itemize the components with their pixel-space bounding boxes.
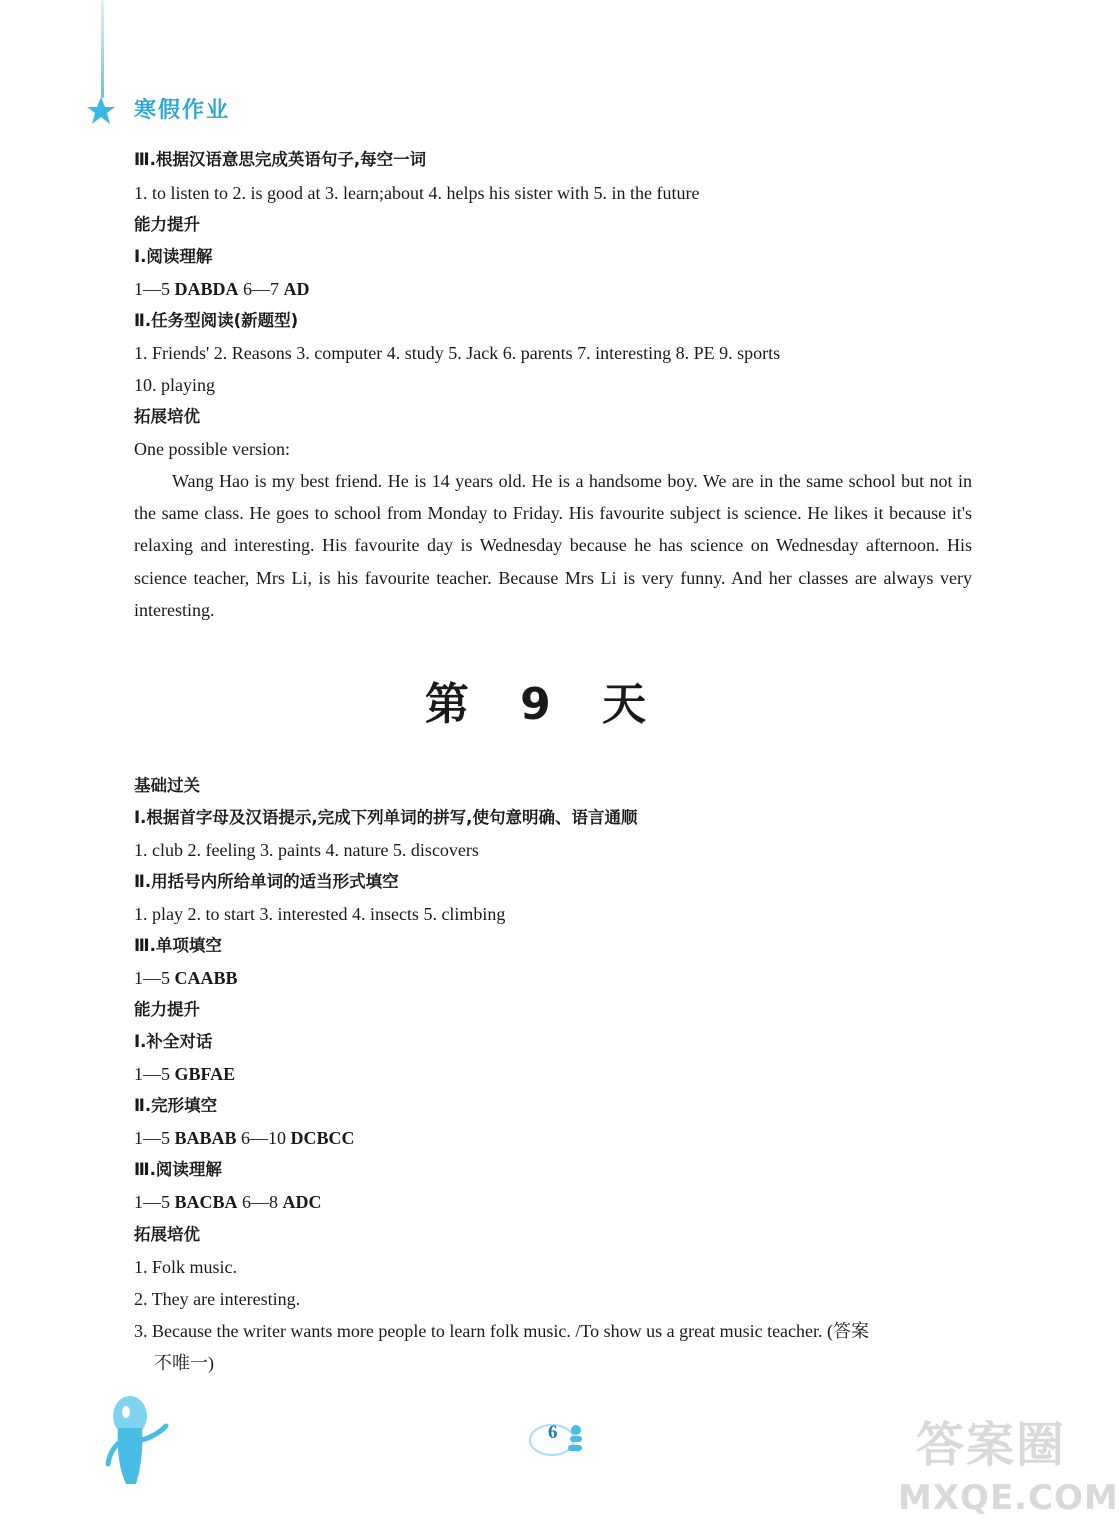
star-icon [86,96,116,126]
answer-range: 1—5 [134,1064,175,1084]
section-heading: 拓展培优 [134,407,200,426]
answer-range: 1—5 [134,968,175,988]
section-heading: 基础过关 [134,776,200,795]
header-divider [101,0,104,98]
section-heading: Ⅲ.单项填空 [134,936,222,955]
answer-range: 1—5 [134,1128,175,1148]
day-title: 第 9 天 [424,679,665,730]
section-heading: Ⅲ.阅读理解 [134,1160,222,1179]
answer-line: 1. Folk music. [134,1257,238,1277]
section-heading: Ⅱ.用括号内所给单词的适当形式填空 [134,872,399,891]
watermark-domain: MXQE.COM [898,1478,1119,1518]
answer-range: 1—5 [134,1192,175,1212]
answer-line: 10. playing [134,375,215,395]
section-heading: Ⅰ.根据首字母及汉语提示,完成下列单词的拼写,使句意明确、语言通顺 [134,808,638,827]
answer-line [134,962,238,994]
answer-line [134,1186,322,1218]
answer-key: ADC [282,1192,322,1212]
answer-key: AD [283,279,310,299]
version-label: One possible version: [134,439,290,459]
answer-key: CAABB [174,968,238,988]
section-heading: 拓展培优 [134,1225,200,1244]
section-heading: Ⅲ.根据汉语意思完成英语句子,每空一词 [134,150,427,169]
page-number: 6 [548,1422,558,1443]
section-heading: Ⅰ.阅读理解 [134,247,213,266]
section-heading: Ⅱ.任务型阅读(新题型) [134,311,299,330]
answer-key: DCBCC [290,1128,355,1148]
answer-line: 1. club 2. feeling 3. paints 4. nature 5. discovers [134,840,479,860]
answer-range: 1—5 [134,279,175,299]
header-title: 寒假作业 [134,98,231,123]
answer-line [134,1058,235,1090]
answer-key: GBFAE [174,1064,236,1084]
answer-line [134,1122,355,1154]
mascot-icon [100,1392,180,1492]
section-heading: 能力提升 [134,1000,200,1019]
section-heading: Ⅱ.完形填空 [134,1096,218,1115]
answer-range: 6—10 [236,1128,291,1148]
watermark-logo-text: 答案圈 [915,1417,1066,1473]
answer-line: 3. Because the writer wants more people to learn folk music. /To show us a great music teacher. (答案 [134,1321,870,1341]
answer-line: 1. to listen to 2. is good at 3. learn;about 4. helps his sister with 5. in the future [134,183,700,203]
answer-key: BACBA [174,1192,238,1212]
section-heading: 能力提升 [134,215,200,234]
answer-line: 不唯一) [154,1353,214,1373]
answer-key: DABDA [174,279,239,299]
page-number-badge [520,1418,584,1458]
answer-range: 6—7 [238,279,284,299]
answer-range: 6—8 [237,1192,283,1212]
section-heading: Ⅰ.补全对话 [134,1032,213,1051]
answer-line: 1. Friends' 2. Reasons 3. computer 4. study 5. Jack 6. parents 7. interesting 8. PE 9. sports [134,343,781,363]
answer-line: 2. They are interesting. [134,1289,301,1309]
answer-line: 1. play 2. to start 3. interested 4. insects 5. climbing [134,904,506,924]
answer-line [134,273,310,305]
watermark [898,1414,1119,1532]
answer-key: BABAB [174,1128,237,1148]
essay-paragraph: Wang Hao is my best friend. He is 14 years old. He is a handsome boy. We are in the same school but not in the same class. He goes to school from Monday to Friday. His favourite subject is science. He likes it because it's relaxing and interesting. His favourite day is Wednesday because he has science on Wednesday afternoon. His science teacher, Mrs Li, is his favourite teacher. Because Mrs Li is very funny. And her classes are always very interesting. [134,471,972,620]
